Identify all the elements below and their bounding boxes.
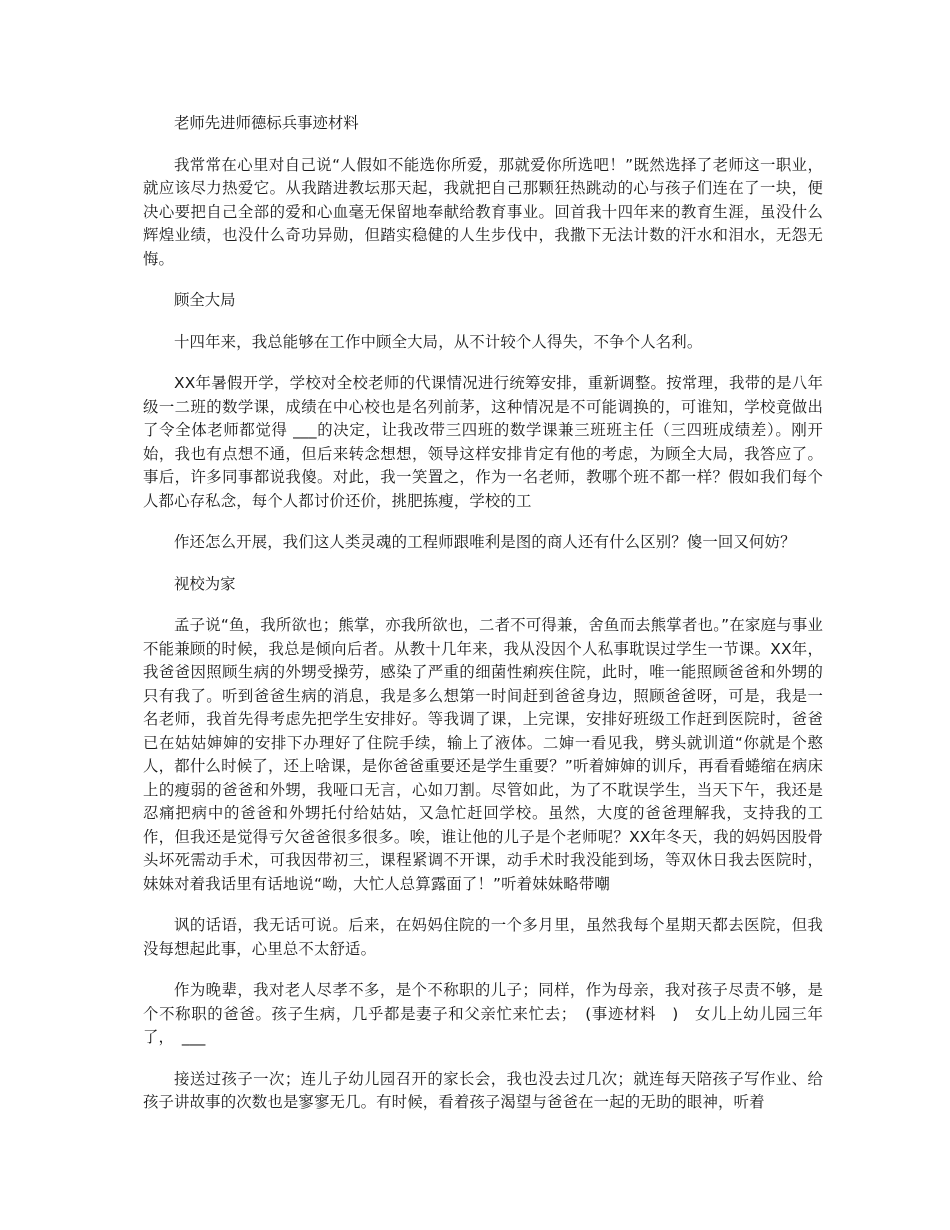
paragraph-class-reassignment: XX年暑假开学，学校对全校老师的代课情况进行统筹安排，重新调整。按常理，我带的是八年级一二班的数学课，成绩在中心校也是名列前茅，这种情况是不可能调换的，可谁知，学校竟做出了令全体老师都觉得 ___的决定，让我改带三四班的数学课兼三班班主任（三四班成绩差）。刚开始，我也有点想不通，但后来转念想想，领导这样安排肯定有他的考虑，为顾全大局，我答应了。事后，许多同事都说我傻。对此，我一笑置之，作为一名老师，教哪个班不都一样？假如我们每个人都心存私念，每个人都讨价还价，挑肥拣瘦，学校的工 bbox=[143, 374, 823, 510]
paragraph-family-story: 孟子说“鱼，我所欲也；熊掌，亦我所欲也，二者不可得兼，舍鱼而去熊掌者也。”在家庭与事业不能兼顾的时候，我总是倾向后者。从教十几年来，我从没因个人私事耽误过学生一节课。XX年，我爸爸因照顾生病的外甥受操劳，感染了严重的细菌性痢疾住院，此时，唯一能照顾爸爸和外甥的只有我了。听到爸爸生病的消息，我是多么想第一时间赶到爸爸身边，照顾爸爸呀，可是，我是一名老师，我首先得考虑先把学生安排好。等我调了课，上完课，安排好班级工作赶到医院时，爸爸已在姑姑婶婶的安排下办理好了住院手续，输上了液体。二婶一看见我，劈头就训道“你就是个憨人，都什么时候了，还上啥课，是你爸爸重要还是学生重要？”听着婶婶的训斥，再看看蜷缩在病床上的瘦弱的爸爸和外甥，我哑口无言，心如刀割。尽管如此，为了不耽误学生，当天下午，我还是忍痛把病中的爸爸和外甥托付给姑姑，又急忙赶回学校。虽然，大度的爸爸理解我，支持我的工作，但我还是觉得亏欠爸爸很多很多。唉，谁让他的儿子是个老师呢？XX年冬天，我的妈妈因股骨头坏死需动手术，可我因带初三，课程紧调不开课，动手术时我没能到场，等双休日我去医院时，妹妹对着我话里有话地说“呦，大忙人总算露面了！”听着妹妹略带嘲 bbox=[143, 616, 823, 893]
paragraph-parenting: 作为晚辈，我对老人尽孝不多，是个不称职的儿子；同样，作为母亲，我对孩子尽责不够，是个不称职的爸爸。孩子生病，几乎都是妻子和父亲忙来忙去； (事迹材料 ) 女儿上幼儿园三年了， ___ bbox=[143, 981, 823, 1046]
paragraph-parenting-cont: 接送过孩子一次；连儿子幼儿园召开的家长会，我也没去过几次；就连每天陪孩子写作业、给孩子讲故事的次数也是寥寥无几。有时候，看着孩子渴望与爸爸在一起的无助的眼神，听着 bbox=[143, 1069, 823, 1111]
section-heading-school-home: 视校为家 bbox=[174, 574, 236, 593]
paragraph-family-story-cont: 讽的话语，我无话可说。后来，在妈妈住院的一个多月里，虽然我每个星期天都去医院，但我没每想起此事，心里总不太舒适。 bbox=[143, 916, 823, 958]
document-title: 老师先进师德标兵事迹材料 bbox=[174, 114, 359, 132]
document-page bbox=[143, 112, 823, 1115]
paragraph-intro: 我常常在心里对自己说“人假如不能选你所爱，那就爱你所选吧！”既然选择了老师这一职业，就应该尽力热爱它。从我踏进教坛那天起，我就把自己那颗狂热跳动的心与孩子们连在了一块，便决心要把自己全部的爱和心血毫无保留地奉献给教育事业。回首我十四年来的教育生涯，虽没什么辉煌业绩，也没什么奇功异勋，但踏实稳健的人生步伐中，我撒下无法计数的汗水和泪水，无怨无悔。 bbox=[143, 155, 823, 268]
paragraph-class-reassignment-cont: 作还怎么开展，我们这人类灵魂的工程师跟唯利是图的商人还有什么区别？傻一回又何妨？ bbox=[174, 533, 796, 551]
paragraph-overall-summary: 十四年来，我总能够在工作中顾全大局，从不计较个人得失，不争个人名利。 bbox=[174, 332, 703, 351]
section-heading-overall: 顾全大局 bbox=[174, 291, 236, 309]
